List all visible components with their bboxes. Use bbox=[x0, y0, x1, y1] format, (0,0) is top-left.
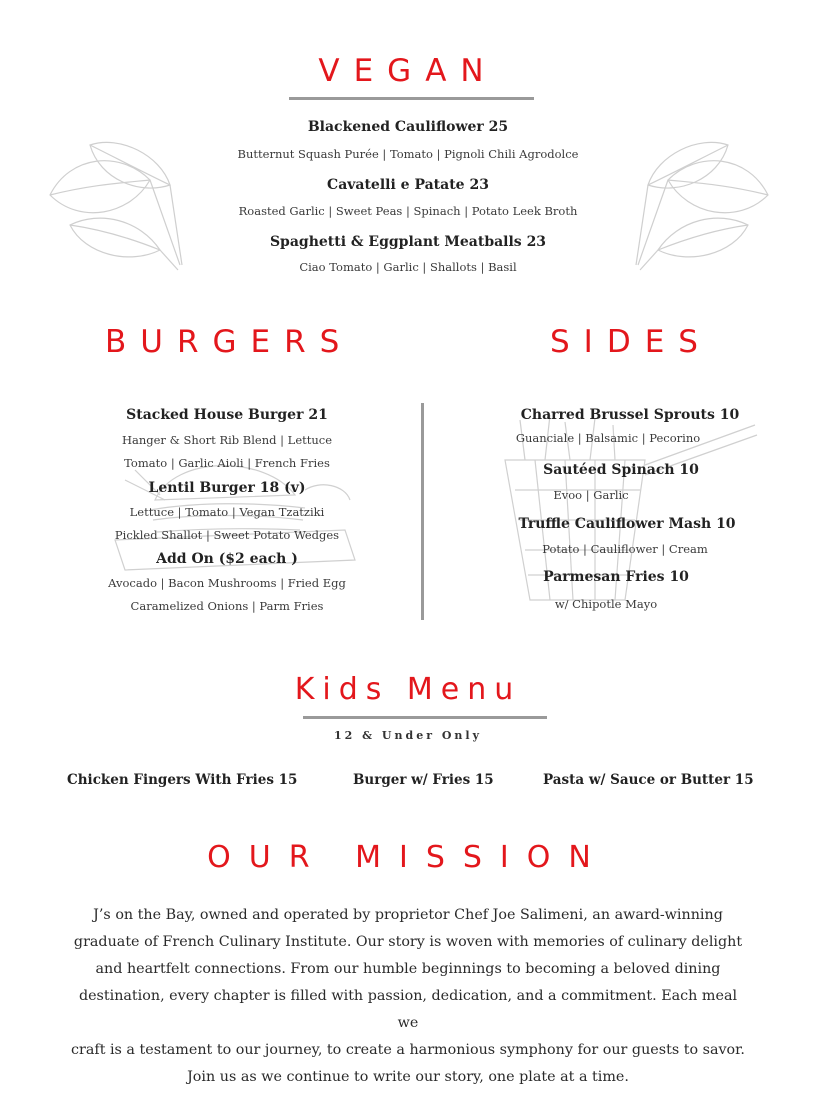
kids-menu-subtitle: 12 & Under Only bbox=[334, 729, 482, 742]
side-item-desc: Guanciale | Balsamic | Pecorino bbox=[515, 431, 701, 445]
sides-heading: SIDES bbox=[550, 324, 712, 360]
addon-name: Add On ($2 each ) bbox=[156, 551, 298, 567]
mission-line: and heartfelt connections. From our humble beginnings to becoming a beloved dining bbox=[95, 961, 721, 977]
column-divider bbox=[421, 403, 424, 620]
mission-heading: OUR MISSION bbox=[207, 840, 609, 875]
kids-item: Pasta w/ Sauce or Butter 15 bbox=[543, 772, 754, 788]
side-item-desc: w/ Chipotle Mayo bbox=[554, 597, 658, 611]
mission-line: graduate of French Culinary Institute. Our story is woven with memories of culinary delight bbox=[73, 934, 743, 950]
vegan-rule bbox=[289, 97, 534, 100]
kids-item: Burger w/ Fries 15 bbox=[353, 772, 494, 788]
addon-desc: Avocado | Bacon Mushrooms | Fried Egg bbox=[108, 576, 346, 590]
burger-item-desc: Pickled Shallot | Sweet Potato Wedges bbox=[114, 528, 340, 542]
kids-item: Chicken Fingers With Fries 15 bbox=[67, 772, 298, 788]
mission-line: J’s on the Bay, owned and operated by proprietor Chef Joe Salimeni, an award-winning bbox=[93, 907, 723, 923]
side-item-name: Charred Brussel Sprouts 10 bbox=[520, 407, 740, 423]
vegan-item-desc: Roasted Garlic | Sweet Peas | Spinach | Potato Leek Broth bbox=[238, 204, 578, 218]
kids-menu-heading: Kids Menu bbox=[294, 672, 522, 707]
burger-item-desc: Hanger & Short Rib Blend | Lettuce bbox=[121, 433, 333, 447]
addon-desc: Caramelized Onions | Parm Fries bbox=[130, 599, 324, 613]
vegan-item-name: Blackened Cauliflower 25 bbox=[307, 119, 509, 135]
burger-item-desc: Lettuce | Tomato | Vegan Tzatziki bbox=[129, 505, 325, 519]
side-item-name: Truffle Cauliflower Mash 10 bbox=[518, 516, 736, 532]
burger-item-name: Lentil Burger 18 (v) bbox=[148, 480, 306, 496]
burgers-heading: BURGERS bbox=[105, 324, 354, 360]
vegan-item-name: Spaghetti & Eggplant Meatballs 23 bbox=[269, 234, 547, 250]
kids-menu-rule bbox=[303, 716, 547, 719]
burger-item-name: Stacked House Burger 21 bbox=[126, 407, 328, 423]
vegan-item-name: Cavatelli e Patate 23 bbox=[327, 177, 489, 193]
vegan-heading: VEGAN bbox=[318, 53, 498, 89]
side-item-desc: Evoo | Garlic bbox=[553, 488, 629, 502]
vegan-item-desc: Butternut Squash Purée | Tomato | Pignoli Chili Agrodolce bbox=[237, 147, 579, 161]
burger-item-desc: Tomato | Garlic Aioli | French Fries bbox=[124, 456, 330, 470]
mission-line: Join us as we continue to write our story, one plate at a time. bbox=[187, 1069, 629, 1085]
mission-text bbox=[70, 902, 746, 1091]
mission-line: destination, every chapter is filled with passion, dedication, and a commitment. Each meal we bbox=[78, 988, 738, 1031]
vegan-item-desc: Ciao Tomato | Garlic | Shallots | Basil bbox=[299, 260, 517, 274]
side-item-name: Sautéed Spinach 10 bbox=[543, 462, 699, 478]
mission-line: craft is a testament to our journey, to create a harmonious symphony for our guests to savor. bbox=[71, 1042, 745, 1058]
side-item-name: Parmesan Fries 10 bbox=[543, 569, 689, 585]
side-item-desc: Potato | Cauliflower | Cream bbox=[542, 542, 708, 556]
